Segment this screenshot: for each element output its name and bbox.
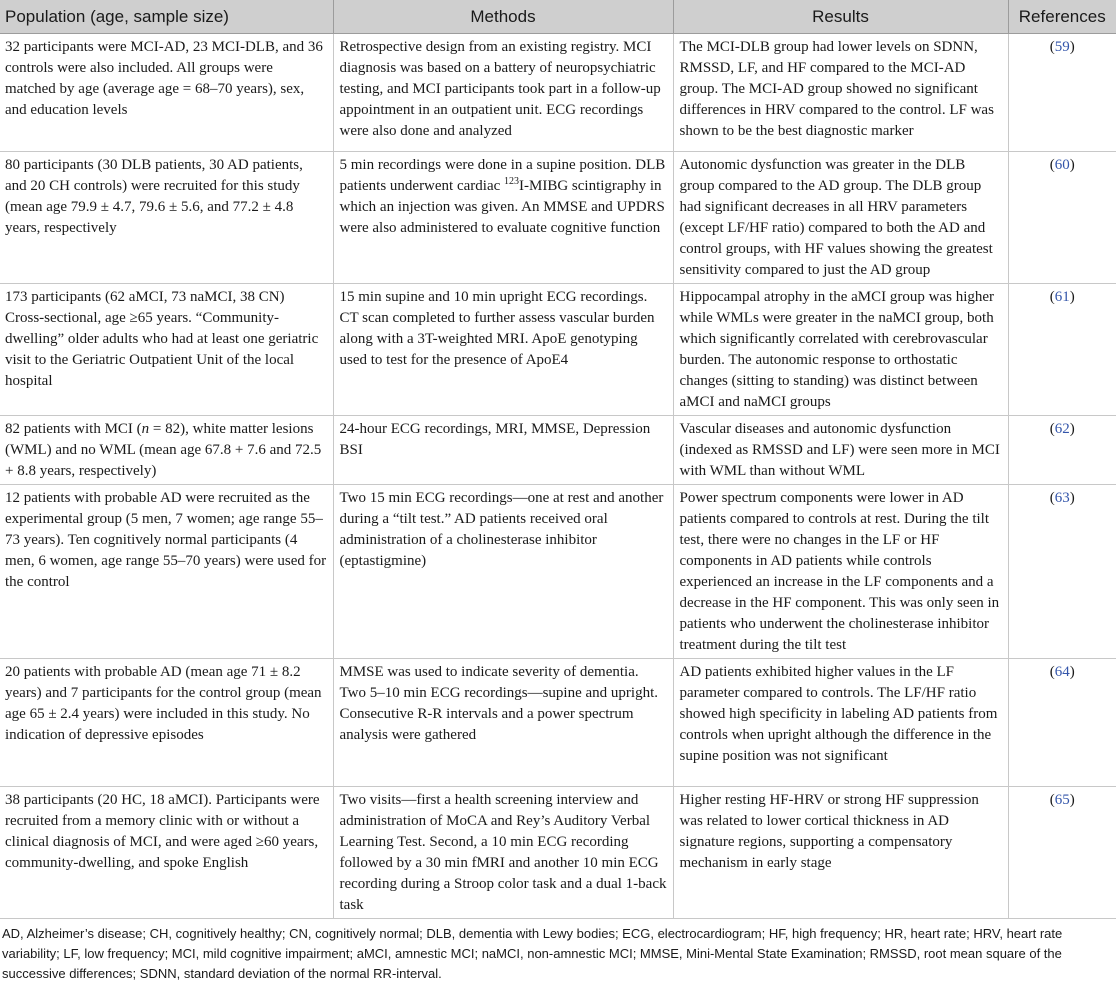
cell-methods: Retrospective design from an existing registry. MCI diagnosis was based on a battery of neuropsychiatric testing, and MCI participants took part in a follow-up appointment in an outpatient unit. ECG recordings were also done and analyzed [333,34,673,152]
reference-link[interactable]: 59 [1054,39,1070,55]
ref-paren-close: ) [1069,792,1075,808]
ref-paren-close: ) [1069,421,1075,437]
methods-text-part: I-MIBG scintigraphy in which an injection was given. An MMSE and UPDRS were also administered to evaluate cognitive function [339,178,665,236]
population-text-part: 82 patients with MCI ( [5,421,142,437]
cell-reference [1008,787,1116,919]
table-header [0,0,1116,34]
reference-link[interactable]: 61 [1054,289,1070,305]
cell-methods: 15 min supine and 10 min upright ECG recordings. CT scan completed to further assess vascular burden along with a 3T-weighted MRI. ApoE genotyping used to test for the presence of ApoE4 [333,284,673,416]
cell-population: 80 participants (30 DLB patients, 30 AD patients, and 20 CH controls) were recruited for this study (mean age 79.9 ± 4.7, 79.6 ± 5.6, and 77.2 ± 4.8 years, respectively [0,152,333,284]
header-results: Results [673,0,1008,34]
table-row [0,284,1116,416]
sample-size-n: n [141,421,150,437]
ref-paren-open: ( [1049,157,1055,173]
cell-methods: 24-hour ECG recordings, MRI, MMSE, Depression BSI [333,416,673,485]
table-row [0,485,1116,659]
cell-reference [1008,34,1116,152]
table-row [0,787,1116,919]
cell-results: AD patients exhibited higher values in the LF parameter compared to controls. The LF/HF ratio showed high specificity in labeling AD patients from controls when upright although the difference in the supine position was not significant [673,659,1008,787]
cell-results: The MCI-DLB group had lower levels on SDNN, RMSSD, LF, and HF compared to the MCI-AD group. The MCI-AD group showed no significant differences in HRV compared to the control. LF was shown to be the best diagnostic marker [673,34,1008,152]
table-body [0,34,1116,919]
cell-population: 38 participants (20 HC, 18 aMCI). Participants were recruited from a memory clinic with or without a clinical diagnosis of MCI, and were aged ≥60 years, community-dwelling, and spoke English [0,787,333,919]
ref-paren-open: ( [1049,664,1055,680]
cell-results: Higher resting HF-HRV or strong HF suppression was related to lower cortical thickness in AD signature regions, supporting a compensatory mechanism in early stage [673,787,1008,919]
ref-paren-close: ) [1069,664,1075,680]
cell-methods: Two visits—first a health screening interview and administration of MoCA and Rey’s Auditory Verbal Learning Test. Second, a 10 min ECG recording followed by a 30 min fMRI and another 10 min ECG recording during a Stroop color task and a dual 1-back task [333,787,673,919]
reference-link[interactable]: 63 [1054,490,1070,506]
population-text-part: = 82), white matter lesions (WML) and no WML (mean age 67.8 + 7.6 and 72.5 + 8.8 years, respectively) [5,421,322,479]
cell-results: Power spectrum components were lower in AD patients compared to controls at rest. During the tilt test, there were no changes in the LF or HF components in AD patients while controls experienced an increase in the LF components and a decrease in the HF component. This was only seen in patients who underwent the cholinesterase inhibitor treatment during the tilt test [673,485,1008,659]
table-footnote: AD, Alzheimer’s disease; CH, cognitively healthy; CN, cognitively normal; DLB, dementia with Lewy bodies; ECG, electrocardiogram; HF, high frequency; HR, heart rate; HRV, heart rate variability; LF, low frequency; MCI, mild cognitive impairment; aMCI, amnestic MCI; naMCI, non-amnestic MCI; MMSE, Mini-Mental State Examination; RMSSD, root mean square of the successive differences; SDNN, standard deviation of the normal RR-interval. [2,926,1063,981]
header-population: Population (age, sample size) [0,0,333,34]
cell-population: 20 patients with probable AD (mean age 71 ± 8.2 years) and 7 participants for the control group (mean age 65 ± 2.4 years) were included in this study. No indication of depressive episodes [0,659,333,787]
table-row [0,659,1116,787]
cell-results: Vascular diseases and autonomic dysfunction (indexed as RMSSD and LF) were seen more in MCI with WML than without WML [673,416,1008,485]
ref-paren-open: ( [1049,490,1055,506]
reference-link[interactable]: 62 [1054,421,1070,437]
table-row [0,416,1116,485]
cell-population [0,416,333,485]
cell-reference [1008,485,1116,659]
reference-link[interactable]: 60 [1054,157,1070,173]
header-methods: Methods [333,0,673,34]
cell-reference [1008,416,1116,485]
cell-population: 173 participants (62 aMCI, 73 naMCI, 38 CN) Cross-sectional, age ≥65 years. “Community-dwelling” older adults who had at least one geriatric visit to the Geriatric Outpatient Unit of the local hospital [0,284,333,416]
header-row [0,0,1116,34]
cell-methods: MMSE was used to indicate severity of dementia. Two 5–10 min ECG recordings—supine and upright. Consecutive R-R intervals and a power spectrum analysis were gathered [333,659,673,787]
header-references: References [1008,0,1116,34]
ref-paren-close: ) [1069,39,1075,55]
cell-methods [333,152,673,284]
isotope-superscript: 123 [504,176,520,187]
table-row [0,152,1116,284]
ref-paren-open: ( [1049,39,1055,55]
reference-link[interactable]: 64 [1054,664,1070,680]
cell-methods: Two 15 min ECG recordings—one at rest and another during a “tilt test.” AD patients received oral administration of a cholinesterase inhibitor (eptastigmine) [333,485,673,659]
reference-link[interactable]: 65 [1054,792,1070,808]
ref-paren-close: ) [1069,490,1075,506]
cell-reference [1008,284,1116,416]
methods-text-part: 5 min recordings were done in a supine position. DLB patients underwent cardiac [339,157,666,194]
cell-population: 32 participants were MCI-AD, 23 MCI-DLB, and 36 controls were also included. All groups were matched by age (average age = 68–70 years), sex, and education levels [0,34,333,152]
table-row [0,34,1116,152]
cell-results: Autonomic dysfunction was greater in the DLB group compared to the AD group. The DLB group had significant decreases in all HRV parameters (except LF/HF ratio) compared to both the AD and control groups, with HF values showing the greatest sensitivity compared to just the AD group [673,152,1008,284]
cell-population: 12 patients with probable AD were recruited as the experimental group (5 men, 7 women; age range 55–73 years). Ten cognitively normal participants (4 men, 6 women, age range 55–70 years) were used for the control [0,485,333,659]
ref-paren-open: ( [1049,289,1055,305]
cell-results: Hippocampal atrophy in the aMCI group was higher while WMLs were greater in the naMCI group, both which significantly correlated with cerebrovascular burden. The autonomic response to orthostatic changes (sitting to standing) was distinct between aMCI and naMCI groups [673,284,1008,416]
ref-paren-close: ) [1069,157,1075,173]
ref-paren-open: ( [1049,421,1055,437]
cell-reference [1008,659,1116,787]
ref-paren-open: ( [1049,792,1055,808]
ref-paren-close: ) [1069,289,1075,305]
cell-reference [1008,152,1116,284]
